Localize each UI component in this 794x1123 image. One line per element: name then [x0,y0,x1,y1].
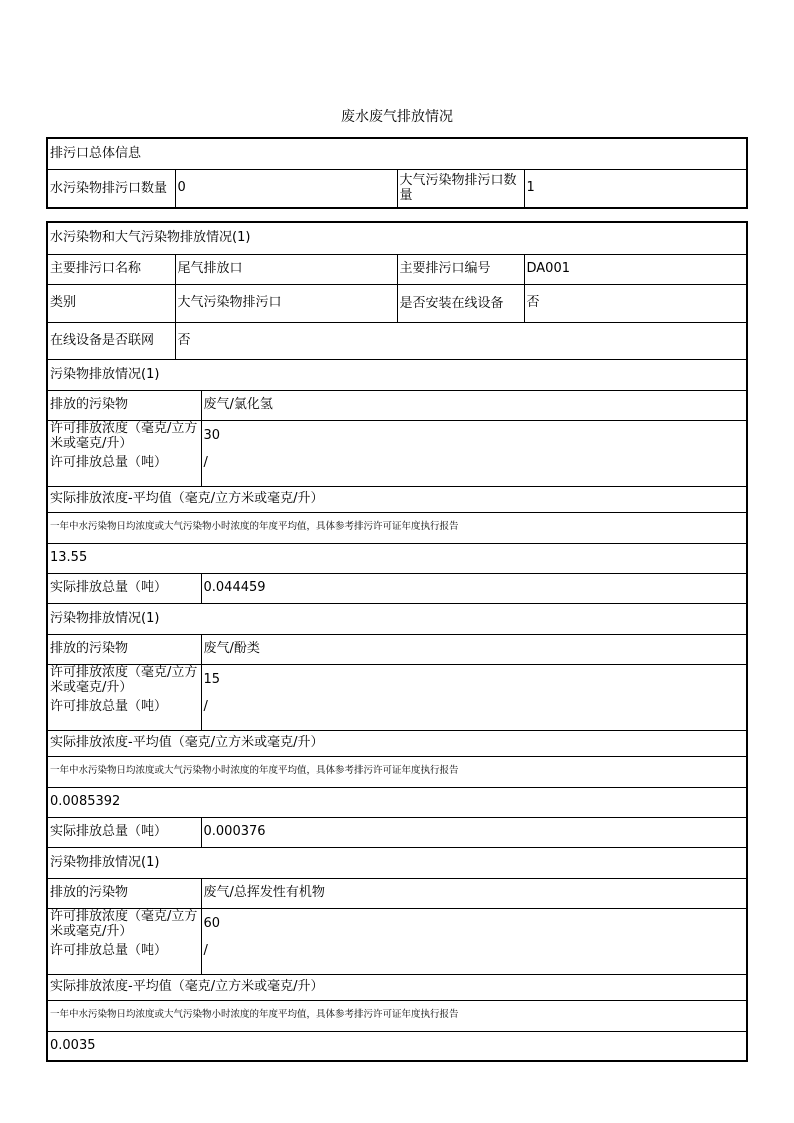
summary-table [46,137,748,209]
networked-label: 在线设备是否联网 [47,322,175,359]
permit-block-values [201,908,747,974]
actual-concentration-value: 0.0035 [47,1031,747,1061]
permit-total-label: 许可排放总量（吨） [50,454,168,470]
pollutant-section-header: 污染物排放情况(1) [47,847,747,878]
permit-concentration-value: 30 [203,427,221,443]
category-label: 类别 [47,284,175,322]
permit-block-labels [47,664,201,730]
water-outlet-count-label: 水污染物排污口数量 [47,169,175,208]
actual-concentration-note: 一年中水污染物日均浓度或大气污染物小时浓度的年度平均值，具体参考排污许可证年度执行报告 [47,512,747,543]
actual-concentration-label: 实际排放浓度-平均值（毫克/立方米或毫克/升） [47,730,747,756]
air-outlet-count-value: 1 [524,169,747,208]
outlet-header: 水污染物和大气污染物排放情况(1) [47,222,747,254]
actual-total-value: 0.044459 [201,573,747,603]
water-outlet-count-value: 0 [175,169,397,208]
actual-concentration-note: 一年中水污染物日均浓度或大气污染物小时浓度的年度平均值，具体参考排污许可证年度执行报告 [47,1000,747,1031]
permit-total-label: 许可排放总量（吨） [50,942,168,958]
permit-block-labels [47,420,201,486]
permit-block-values [201,420,747,486]
actual-concentration-label: 实际排放浓度-平均值（毫克/立方米或毫克/升） [47,974,747,1000]
permit-total-value: / [203,454,208,470]
actual-concentration-note: 一年中水污染物日均浓度或大气污染物小时浓度的年度平均值，具体参考排污许可证年度执行报告 [47,756,747,787]
permit-block-values [201,664,747,730]
permit-total-value: / [203,942,208,958]
pollutant-label: 排放的污染物 [47,390,201,420]
online-device-value: 否 [524,284,747,322]
emission-table [46,221,748,1062]
actual-concentration-value: 13.55 [47,543,747,573]
main-outlet-code-value: DA001 [524,254,747,284]
main-outlet-name-value: 尾气排放口 [175,254,397,284]
online-device-label: 是否安装在线设备 [397,284,524,322]
permit-concentration-value: 60 [203,915,221,931]
pollutant-section-header: 污染物排放情况(1) [47,603,747,634]
actual-concentration-label: 实际排放浓度-平均值（毫克/立方米或毫克/升） [47,486,747,512]
pollutant-label: 排放的污染物 [47,634,201,664]
permit-total-value: / [203,698,208,714]
pollutant-name: 废气/氯化氢 [201,390,747,420]
actual-total-value: 0.000376 [201,817,747,847]
permit-concentration-value: 15 [203,671,221,687]
summary-header: 排污口总体信息 [47,138,747,169]
pollutant-name: 废气/总挥发性有机物 [201,878,747,908]
air-outlet-count-label: 大气污染物排污口数量 [397,169,524,208]
pollutant-section-header: 污染物排放情况(1) [47,359,747,390]
page-title: 废水废气排放情况 [341,109,453,125]
permit-concentration-label: 许可排放浓度（毫克/立方米或毫克/升） [50,420,198,451]
permit-total-label: 许可排放总量（吨） [50,698,168,714]
permit-concentration-label: 许可排放浓度（毫克/立方米或毫克/升） [50,908,198,939]
actual-total-label: 实际排放总量（吨） [47,573,201,603]
actual-concentration-value: 0.0085392 [47,787,747,817]
permit-block-labels [47,908,201,974]
main-outlet-name-label: 主要排污口名称 [47,254,175,284]
main-outlet-code-label: 主要排污口编号 [397,254,524,284]
permit-concentration-label: 许可排放浓度（毫克/立方米或毫克/升） [50,664,198,695]
networked-value: 否 [175,322,747,359]
category-value: 大气污染物排污口 [175,284,397,322]
actual-total-label: 实际排放总量（吨） [47,817,201,847]
pollutant-label: 排放的污染物 [47,878,201,908]
pollutant-name: 废气/酚类 [201,634,747,664]
